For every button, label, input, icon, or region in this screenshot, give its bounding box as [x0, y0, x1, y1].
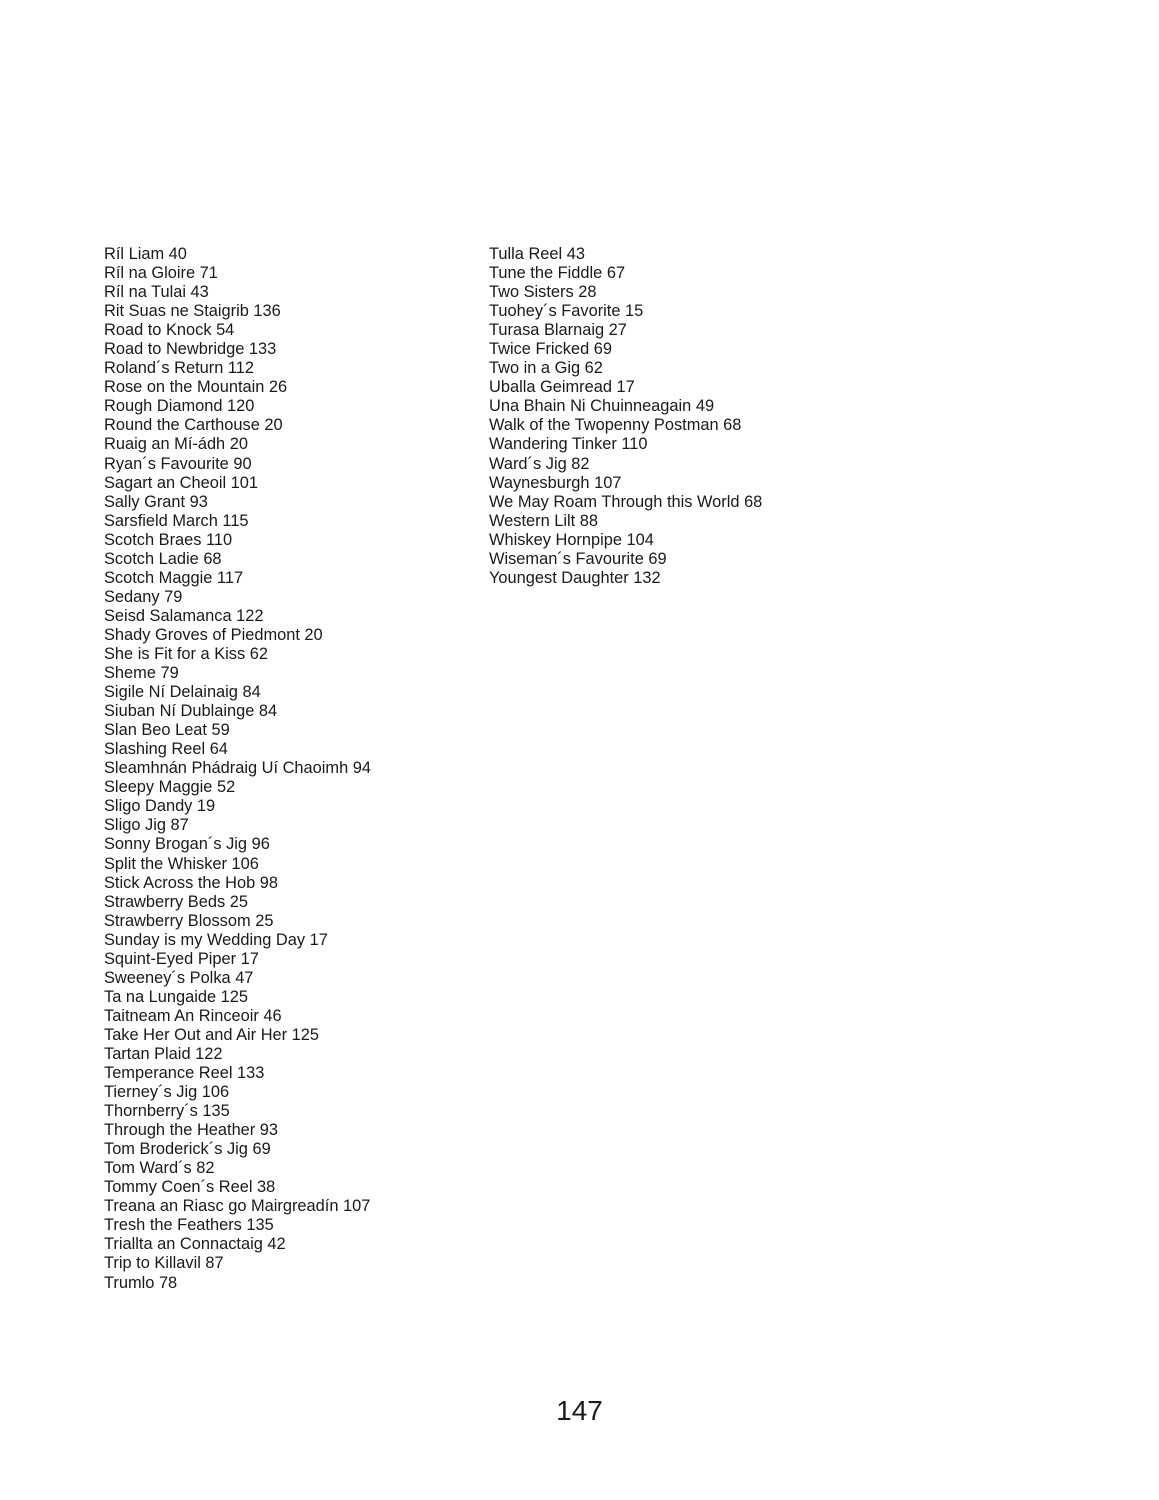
index-entry: Shady Groves of Piedmont 20 [104, 625, 323, 644]
index-entry: Tom Ward´s 82 [104, 1159, 215, 1178]
index-entry: Triallta an Connactaig 42 [104, 1235, 286, 1254]
index-entry: Ryan´s Favourite 90 [104, 454, 252, 473]
index-entry: Sheme 79 [104, 664, 179, 683]
index-entry: Tommy Coen´s Reel 38 [104, 1178, 276, 1197]
index-entry: Sligo Jig 87 [104, 816, 189, 835]
index-entry: Tresh the Feathers 135 [104, 1216, 274, 1235]
index-entry: Tune the Fiddle 67 [489, 264, 626, 283]
index-entry: Slashing Reel 64 [104, 740, 228, 759]
index-entry: Sunday is my Wedding Day 17 [104, 930, 328, 949]
index-column-right [489, 245, 762, 588]
index-entry: Trumlo 78 [104, 1273, 178, 1292]
index-entry: Turasa Blarnaig 27 [489, 321, 627, 340]
index-entry: Ta na Lungaide 125 [104, 987, 249, 1006]
index-entry: Scotch Ladie 68 [104, 549, 222, 568]
index-entry: Ríl Liam 40 [104, 245, 187, 263]
index-entry: Rose on the Mountain 26 [104, 378, 288, 397]
index-entry: Ruaig an Mí-ádh 20 [104, 435, 248, 454]
index-entry: Sagart an Cheoil 101 [104, 473, 258, 492]
index-entry: Sleamhnán Phádraig Uí Chaoimh 94 [104, 759, 371, 778]
index-entry: Rit Suas ne Staigrib 136 [104, 302, 281, 321]
index-entry: Scotch Braes 110 [104, 530, 233, 549]
index-entry: Wandering Tinker 110 [489, 435, 648, 454]
index-entry: Tom Broderick´s Jig 69 [104, 1140, 271, 1159]
index-entry: Round the Carthouse 20 [104, 416, 283, 435]
index-column-left [104, 245, 371, 1293]
index-entry: Road to Newbridge 133 [104, 340, 277, 359]
index-entry: Scotch Maggie 117 [104, 568, 244, 587]
index-entry: Sigile Ní Delainaig 84 [104, 683, 261, 702]
index-entry: Waynesburgh 107 [489, 473, 622, 492]
index-entry: Ríl na Tulai 43 [104, 283, 209, 302]
index-entry: Taitneam An Rinceoir 46 [104, 1006, 282, 1025]
index-entry: We May Roam Through this World 68 [489, 492, 763, 511]
index-entry: Temperance Reel 133 [104, 1064, 265, 1083]
index-entry: Sally Grant 93 [104, 492, 208, 511]
page-number: 147 [556, 1395, 603, 1426]
index-entry: Tuohey´s Favorite 15 [489, 302, 644, 321]
index-entry: Walk of the Twopenny Postman 68 [489, 416, 742, 435]
index-entry: Ward´s Jig 82 [489, 454, 590, 473]
index-entry: Siuban Ní Dublainge 84 [104, 702, 278, 721]
index-entry: Tartan Plaid 122 [104, 1044, 223, 1063]
index-entry: Youngest Daughter 132 [489, 568, 661, 587]
index-entry: Through the Heather 93 [104, 1121, 279, 1140]
index-entry: Sonny Brogan´s Jig 96 [104, 835, 270, 854]
index-entry: Thornberry´s 135 [104, 1102, 230, 1121]
index-entry: Trip to Killavil 87 [104, 1254, 224, 1273]
index-entry: Una Bhain Ni Chuinneagain 49 [489, 397, 715, 416]
index-entry: Wiseman´s Favourite 69 [489, 549, 667, 568]
index-entry: Western Lilt 88 [489, 511, 599, 530]
index-entry: Seisd Salamanca 122 [104, 606, 264, 625]
index-entry: Split the Whisker 106 [104, 854, 259, 873]
index-entry: Uballa Geimread 17 [489, 378, 635, 397]
index-entry: She is Fit for a Kiss 62 [104, 644, 268, 663]
index-entry: Tierney´s Jig 106 [104, 1083, 230, 1102]
index-entry: Strawberry Blossom 25 [104, 911, 274, 930]
index-entry: Treana an Riasc go Mairgreadín 107 [104, 1197, 371, 1216]
index-entry: Roland´s Return 112 [104, 359, 255, 378]
index-entry: Tulla Reel 43 [489, 245, 585, 263]
index-entry: Strawberry Beds 25 [104, 892, 248, 911]
index-entry: Road to Knock 54 [104, 321, 235, 340]
index-entry: Ríl na Gloire 71 [104, 264, 218, 283]
index-entry: Take Her Out and Air Her 125 [104, 1025, 320, 1044]
index-entry: Twice Fricked 69 [489, 340, 612, 359]
index-entry: Rough Diamond 120 [104, 397, 255, 416]
index-entry: Whiskey Hornpipe 104 [489, 530, 654, 549]
index-entry: Squint-Eyed Piper 17 [104, 949, 259, 968]
index-entry: Sweeney´s Polka 47 [104, 968, 254, 987]
index-entry: Sarsfield March 115 [104, 511, 249, 530]
index-entry: Stick Across the Hob 98 [104, 873, 279, 892]
index-entry: Slan Beo Leat 59 [104, 721, 230, 740]
index-entry: Two Sisters 28 [489, 283, 597, 302]
index-entry: Two in a Gig 62 [489, 359, 603, 378]
index-entry: Sedany 79 [104, 587, 183, 606]
index-entry: Sleepy Maggie 52 [104, 778, 236, 797]
index-entry: Sligo Dandy 19 [104, 797, 216, 816]
